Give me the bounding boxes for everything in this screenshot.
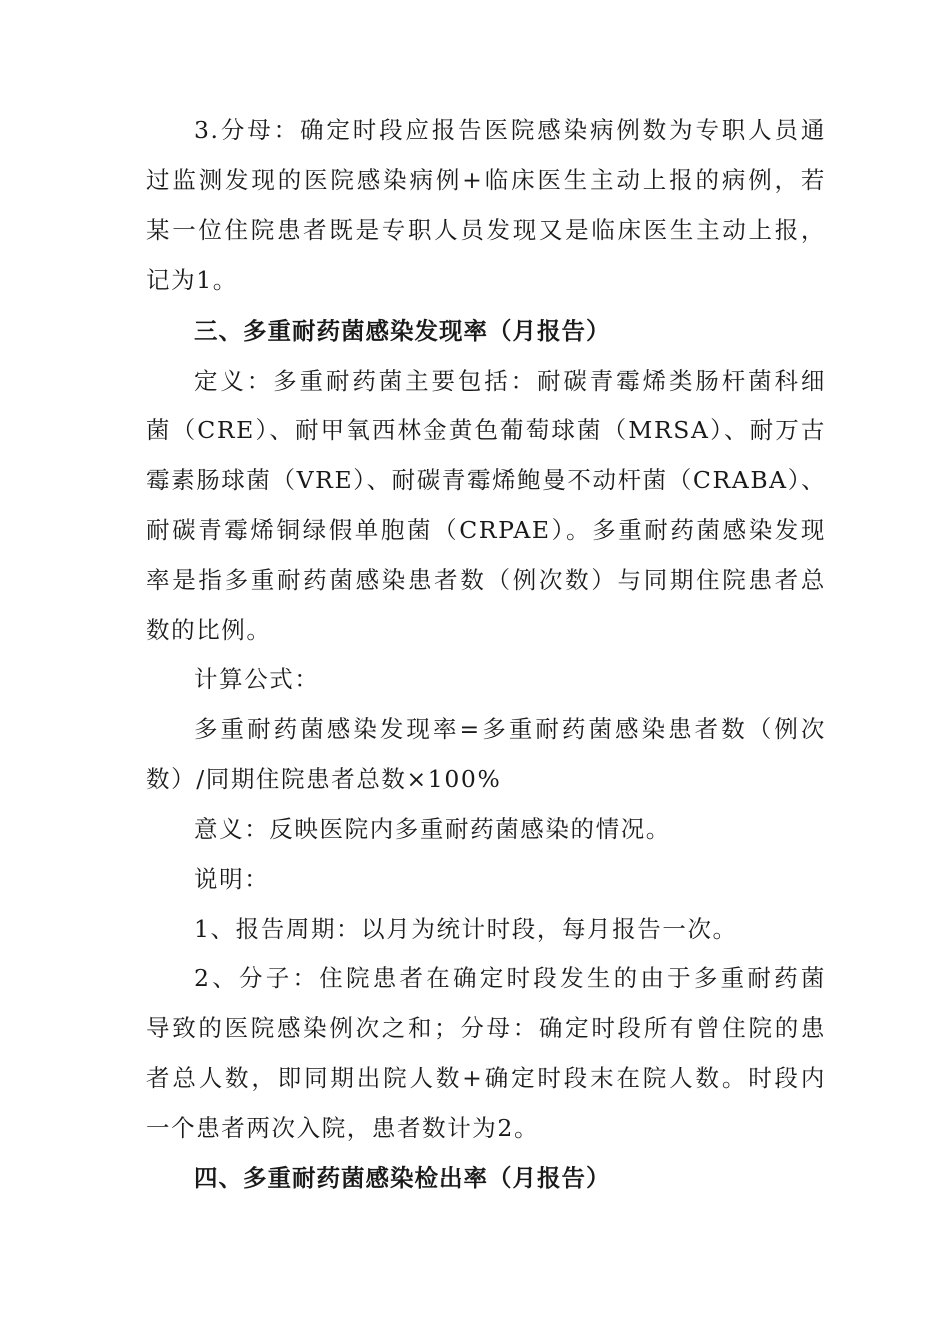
paragraph-denominator-line-1: 3.分母：确定时段应报告医院感染病例数为专职人员通 [194, 116, 826, 144]
definition-line-4: 耐碳青霉烯铜绿假单胞菌（CRPAE）。多重耐药菌感染发现 [146, 516, 826, 544]
section-heading-4: 四、多重耐药菌感染检出率（月报告） [194, 1164, 611, 1192]
definition-line-5: 率是指多重耐药菌感染患者数（例次数）与同期住院患者总 [146, 566, 826, 594]
paragraph-denominator-line-2: 过监测发现的医院感染病例+临床医生主动上报的病例，若 [146, 166, 826, 194]
note-2-line-2: 导致的医院感染例次之和；分母：确定时段所有曾住院的患 [146, 1014, 826, 1042]
note-2-line-1: 2、分子：住院患者在确定时段发生的由于多重耐药菌 [194, 964, 826, 992]
formula-line-2: 数）/同期住院患者总数×100% [146, 765, 502, 793]
section-heading-3: 三、多重耐药菌感染发现率（月报告） [194, 317, 611, 345]
note-2-line-4: 一个患者两次入院，患者数计为2。 [146, 1114, 540, 1142]
definition-line-2: 菌（CRE）、耐甲氧西林金黄色葡萄球菌（MRSA）、耐万古 [146, 416, 826, 444]
definition-line-6: 数的比例。 [146, 616, 272, 644]
paragraph-denominator-line-3: 某一位住院患者既是专职人员发现又是临床医生主动上报， [146, 216, 826, 244]
note-2-line-3: 者总人数，即同期出院人数+确定时段末在院人数。时段内 [146, 1064, 826, 1092]
notes-label: 说明： [194, 865, 270, 893]
note-1-line: 1、报告周期：以月为统计时段，每月报告一次。 [194, 915, 738, 943]
paragraph-denominator-line-4: 记为1。 [146, 266, 238, 294]
definition-line-1: 定义：多重耐药菌主要包括：耐碳青霉烯类肠杆菌科细 [194, 367, 826, 395]
formula-label: 计算公式： [194, 665, 320, 693]
significance-line: 意义：反映医院内多重耐药菌感染的情况。 [194, 815, 671, 843]
definition-line-3: 霉素肠球菌（VRE）、耐碳青霉烯鲍曼不动杆菌（CRABA）、 [146, 466, 827, 494]
formula-line-1: 多重耐药菌感染发现率=多重耐药菌感染患者数（例次 [194, 715, 826, 743]
